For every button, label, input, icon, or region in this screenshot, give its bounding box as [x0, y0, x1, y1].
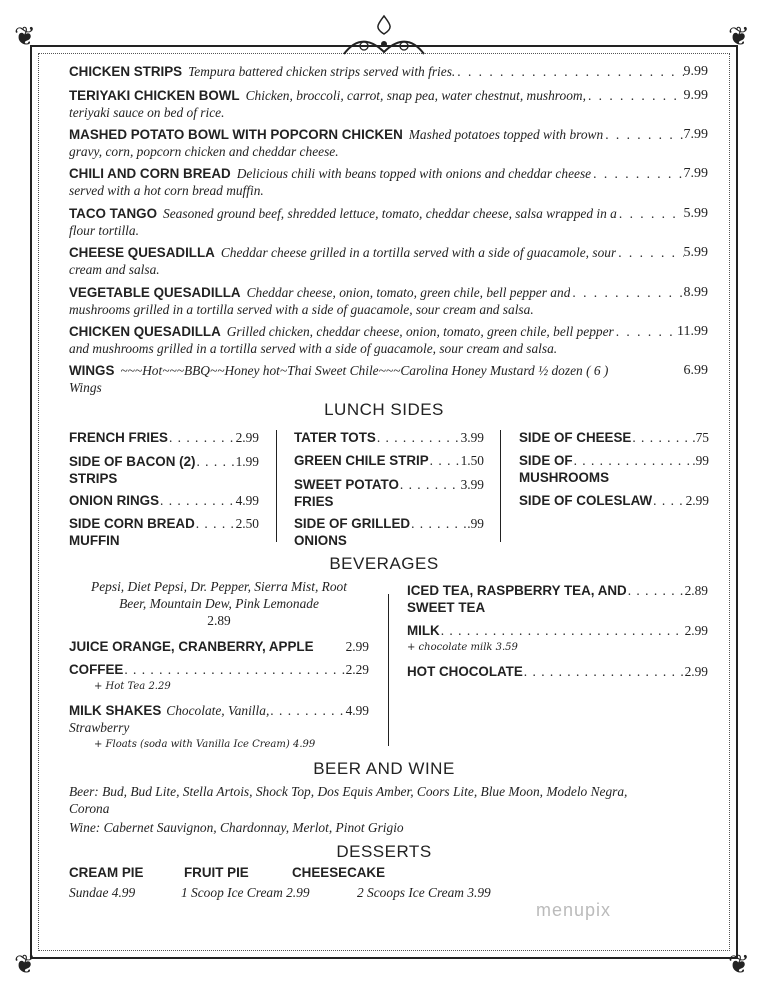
column-divider [388, 594, 389, 746]
menu-item-chicken-strips [69, 63, 708, 80]
side-name-cont: FRIES [294, 494, 334, 509]
side-price: 3.99 [460, 477, 484, 492]
leader-dots [614, 323, 677, 340]
leader-dots [616, 244, 683, 261]
soda-list [69, 578, 369, 629]
flourish-bottom-right-icon: ❦ [728, 950, 750, 979]
side-name: SWEET POTATO [294, 477, 399, 492]
item-price: 11.99 [677, 324, 708, 339]
beverage-milk [407, 622, 708, 656]
side-item [69, 453, 259, 487]
side-name: GREEN CHILE STRIP [294, 453, 429, 468]
item-name: CHICKEN STRIPS [69, 64, 183, 79]
side-name: SIDE CORN BREAD [69, 516, 195, 531]
menu-item-chili-corn-bread [69, 165, 708, 199]
item-name: CHICKEN QUESADILLA [69, 324, 221, 339]
item-description-cont: teriyaki sauce on bed of rice. [69, 105, 225, 120]
beverage-coffee [69, 661, 369, 695]
side-name: SIDE OF [519, 453, 573, 468]
side-price: 1.99 [235, 454, 259, 469]
item-price: 7.99 [683, 127, 708, 142]
side-item [294, 452, 484, 469]
beverage-note: + chocolate milk 3.59 [407, 642, 518, 653]
leader-dots [455, 63, 683, 80]
side-name-cont: ONIONS [294, 533, 347, 548]
item-price: 6.99 [683, 363, 708, 378]
item-description: Cheddar cheese, onion, tomato, green chile, bell pepper and [246, 285, 571, 300]
wine-list: Wine: Cabernet Sauvignon, Chardonnay, Merlot, Pinot Grigio [69, 820, 404, 835]
item-name: WINGS [69, 363, 115, 378]
side-name-cont: MUFFIN [69, 533, 120, 548]
column-divider [276, 430, 277, 542]
side-price: .75 [692, 430, 709, 445]
section-title-beer-wine: BEER AND WINE [313, 759, 455, 778]
menu-item-teriyaki-chicken-bowl [69, 87, 708, 121]
leader-dots [410, 515, 467, 532]
leader-dots [523, 663, 685, 680]
side-item [69, 429, 259, 446]
side-item [294, 515, 484, 549]
item-description-cont: served with a hot corn bread muffin. [69, 183, 264, 198]
leader-dots [123, 661, 345, 678]
beer-list [69, 783, 709, 817]
soda-list-line: Beer, Mountain Dew, Pink Lemonade [119, 596, 319, 611]
item-name: CHEESE QUESADILLA [69, 245, 215, 260]
side-price: 2.99 [235, 430, 259, 445]
column-divider [500, 430, 501, 542]
item-description-cont: and mushrooms grilled in a tortilla served with a side of guacamole, sour cream and salsa. [69, 341, 558, 356]
side-price: 4.99 [235, 493, 259, 508]
leader-dots [195, 515, 236, 532]
beverage-price: 2.89 [684, 583, 708, 598]
item-description-cont: mushrooms grilled in a tortilla served with a side of guacamole, sour cream and salsa. [69, 302, 534, 317]
item-price: 8.99 [683, 285, 708, 300]
side-price: .99 [467, 516, 484, 531]
side-price: 2.99 [685, 493, 709, 508]
menu-item-taco-tango [69, 205, 708, 239]
side-item [294, 476, 484, 510]
section-title-beverages: BEVERAGES [329, 554, 439, 573]
menu-item-mashed-potato-bowl [69, 126, 708, 160]
leader-dots [603, 126, 683, 143]
side-price: 3.99 [460, 430, 484, 445]
beverage-name: JUICE ORANGE, CRANBERRY, APPLE [69, 639, 314, 654]
side-name-cont: STRIPS [69, 471, 118, 486]
side-item [69, 492, 259, 509]
beverage-price: 2.99 [684, 623, 708, 638]
beverage-price: 2.29 [345, 662, 369, 677]
side-name-cont: MUSHROOMS [519, 470, 610, 485]
item-name: MASHED POTATO BOWL WITH POPCORN CHICKEN [69, 127, 403, 142]
leader-dots [631, 429, 692, 446]
side-name: TATER TOTS [294, 430, 376, 445]
side-name: SIDE OF CHEESE [519, 430, 632, 445]
leader-dots [652, 492, 685, 509]
item-description: Delicious chili with beans topped with onions and cheddar cheese [236, 166, 592, 181]
item-description: Tempura battered chicken strips served with fries. [188, 64, 456, 79]
item-name: TERIYAKI CHICKEN BOWL [69, 88, 240, 103]
side-item [519, 429, 709, 446]
beverage-note: + Floats (soda with Vanilla Ice Cream) 4.99 [94, 739, 316, 750]
leader-dots [591, 165, 683, 182]
item-description: Seasoned ground beef, shredded lettuce, tomato, cheddar cheese, salsa wrapped in a [163, 206, 617, 221]
dessert-cream-pie: CREAM PIE [69, 865, 144, 880]
item-description-cont: flour tortilla. [69, 223, 139, 238]
soda-price: 2.89 [207, 613, 231, 628]
side-item [69, 515, 259, 549]
leader-dots [429, 452, 461, 469]
leader-dots [399, 476, 461, 493]
item-description: Chicken, broccoli, carrot, snap pea, water chestnut, mushroom, [245, 88, 586, 103]
beverage-price: 2.99 [684, 664, 708, 679]
dessert-fruit-pie: FRUIT PIE [184, 865, 249, 880]
menu-item-chicken-quesadilla [69, 323, 708, 357]
menu-item-wings [69, 362, 708, 396]
soda-list-line: Pepsi, Diet Pepsi, Dr. Pepper, Sierra Mist, Root [91, 579, 347, 594]
item-price: 7.99 [683, 166, 708, 181]
beverage-milk-shakes [69, 702, 369, 753]
menu-item-cheese-quesadilla [69, 244, 708, 278]
leader-dots [269, 702, 345, 719]
watermark-logo: menupix [536, 900, 612, 920]
side-name: SIDE OF GRILLED [294, 516, 411, 531]
beverage-juice [69, 638, 369, 655]
beverage-price: 4.99 [345, 703, 369, 718]
flourish-bottom-left-icon: ❦ [14, 950, 36, 979]
section-title-desserts: DESSERTS [336, 842, 432, 861]
dessert-cheesecake: CHEESECAKE [292, 865, 386, 880]
dessert-one-scoop: 1 Scoop Ice Cream 2.99 [181, 885, 310, 900]
item-price: 9.99 [683, 64, 708, 79]
flourish-top-right-icon: ❦ [728, 22, 750, 51]
beverage-name-cont: SWEET TEA [407, 600, 486, 615]
beverage-tea [407, 582, 708, 616]
beverage-name: COFFEE [69, 662, 124, 677]
leader-dots [376, 429, 461, 446]
beverage-hot-chocolate [407, 663, 708, 680]
beverage-description: Chocolate, Vanilla, [166, 703, 270, 718]
item-description-cont: Wings [69, 380, 102, 395]
item-description-cont: gravy, corn, popcorn chicken and cheddar cheese. [69, 144, 339, 159]
side-item [519, 452, 709, 486]
dessert-sundae: Sundae 4.99 [69, 885, 136, 900]
side-price: 2.50 [235, 516, 259, 531]
item-price: 5.99 [683, 245, 708, 260]
leader-dots [195, 453, 235, 470]
flourish-top-left-icon: ❦ [14, 22, 36, 51]
item-name: VEGETABLE QUESADILLA [69, 285, 241, 300]
side-name: ONION RINGS [69, 493, 160, 508]
item-price: 5.99 [683, 206, 708, 221]
leader-dots [586, 87, 684, 104]
leader-dots [617, 205, 684, 222]
leader-dots [573, 452, 693, 469]
beverage-price: 2.99 [345, 639, 369, 654]
item-description: Cheddar cheese grilled in a tortilla served with a side of guacamole, sour [220, 245, 617, 260]
leader-dots [440, 622, 685, 639]
item-description-cont: cream and salsa. [69, 262, 160, 277]
item-description: Mashed potatoes topped with brown [408, 127, 604, 142]
leader-dots [168, 429, 236, 446]
leader-dots [570, 284, 683, 301]
beverage-note: + Hot Tea 2.29 [94, 681, 171, 692]
beverage-description-cont: Strawberry [69, 720, 130, 735]
menu-item-vegetable-quesadilla [69, 284, 708, 318]
item-description: Grilled chicken, cheddar cheese, onion, tomato, green chile, bell pepper [226, 324, 614, 339]
side-price: 1.50 [460, 453, 484, 468]
section-title-lunch-sides: LUNCH SIDES [324, 400, 444, 419]
item-price: 9.99 [683, 88, 708, 103]
item-description: ~~~Hot~~~BBQ~~Honey hot~Thai Sweet Chile~~~Carolina Honey Mustard ½ dozen ( 6 ) [120, 363, 609, 378]
side-name: SIDE OF BACON (2) [69, 454, 196, 469]
side-item [519, 492, 709, 509]
side-item [294, 429, 484, 446]
side-name: SIDE OF COLESLAW [519, 493, 653, 508]
leader-dots [159, 492, 236, 509]
leader-dots [627, 582, 685, 599]
beverage-name: ICED TEA, RASPBERRY TEA, AND [407, 583, 627, 598]
ornament-crest-icon [334, 14, 434, 60]
item-name: TACO TANGO [69, 206, 158, 221]
beer-list-line: Beer: Bud, Bud Lite, Stella Artois, Shock Top, Dos Equis Amber, Coors Lite, Blue Moon, Modelo Negra, [69, 784, 628, 799]
beverage-name: MILK SHAKES [69, 703, 162, 718]
beer-list-line: Corona [69, 801, 110, 816]
dessert-two-scoops: 2 Scoops Ice Cream 3.99 [357, 885, 491, 900]
beverage-name: HOT CHOCOLATE [407, 664, 523, 679]
beverage-name: MILK [407, 623, 440, 638]
side-price: .99 [692, 453, 709, 468]
side-name: FRENCH FRIES [69, 430, 168, 445]
item-name: CHILI AND CORN BREAD [69, 166, 231, 181]
